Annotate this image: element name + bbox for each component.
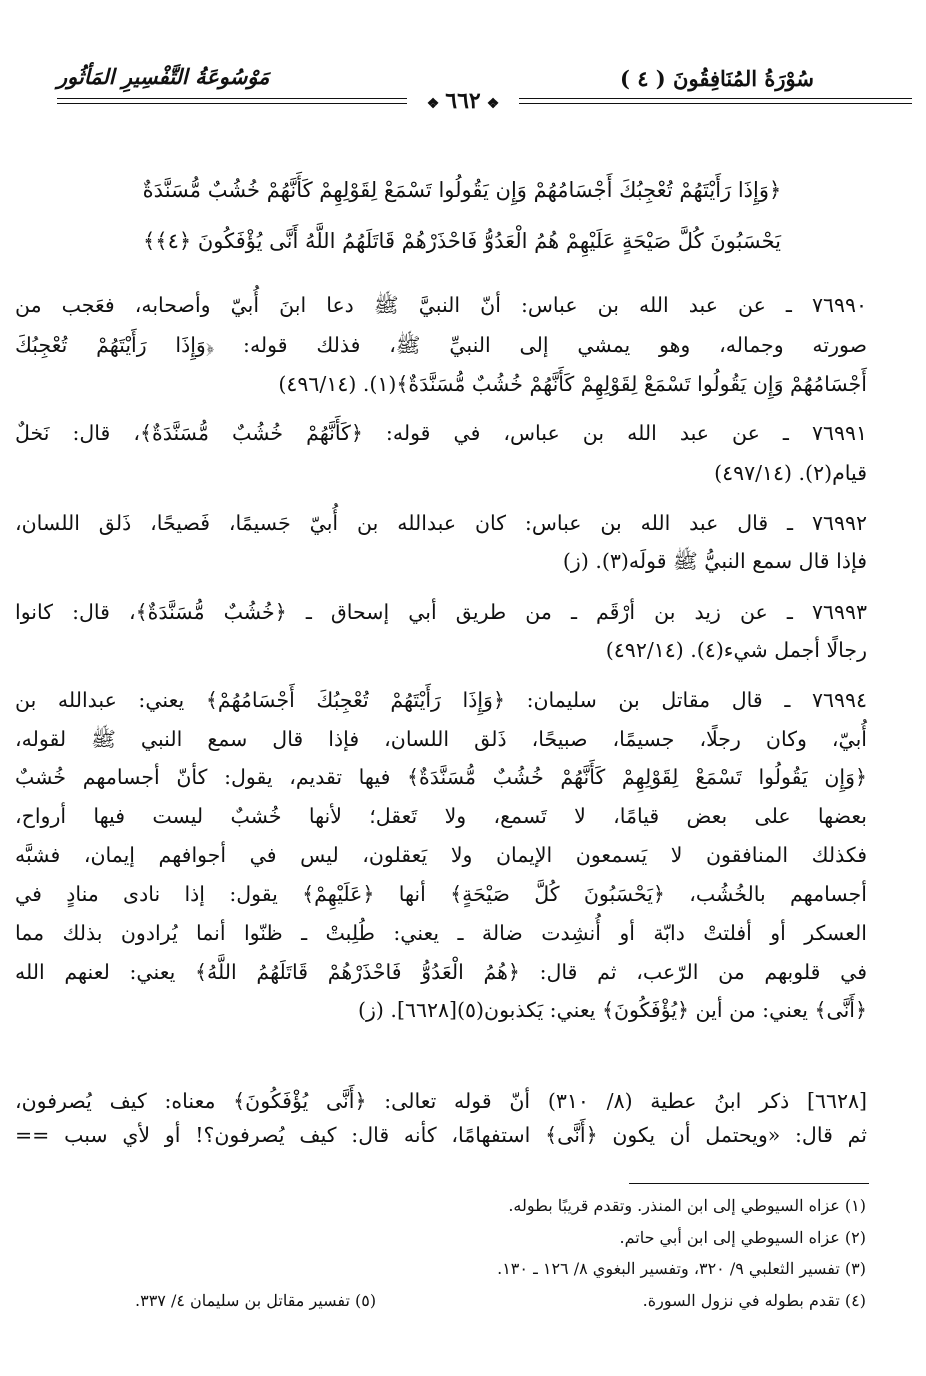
verse-line-2: يَحْسَبُونَ كُلَّ صَيْحَةٍ عَلَيْهِمْ هُمُ الْعَدُوُّ فَاحْذَرْهُمْ قَاتَلَهُمُ اللَّهُ أَنَّى يُؤْفَكُونَ ﴿٤﴾﴾ [142,229,782,253]
footnote-3: (٣) تفسير الثعلبي ٩/ ٣٢٠، وتفسير البغوي ٨/ ١٢٦ ـ ١٣٠. [497,1259,866,1278]
body-line: بعضها على بعض قيامًا، لا تَسمع، ولا تَعقل؛ لأنها خُشبٌ ليست فيها أرواح، [15,804,867,828]
body-line: رجالًا أجمل شيء(٤). (٤٩٢/١٤) [605,638,867,662]
body-line: ٧٦٩٩٢ ـ قال عبد الله بن عباس: كان عبدالله بن أُبيّ جَسيمًا، فَصيحًا، ذَلق اللسان، [15,511,867,535]
body-line: فإذا قال سمع النبيُّ ﷺ قولَه(٣). (ز) [562,549,867,573]
note-line-2: ثم قال: «ويحتمل أن يكون ﴿أَنَّى﴾ استفهامًا، كأنه قال: كيف يُصرفون؟! أو لأي سبب == [15,1123,867,1147]
footnote-2: (٢) عزاه السيوطي إلى ابن أبي حاتم. [619,1228,866,1247]
body-line: قيام(٢). (٤٩٧/١٤) [714,461,867,485]
footnote-1: (١) عزاه السيوطي إلى ابن المنذر. وتقدم قريبًا بطوله. [508,1196,866,1215]
surah-header: سُوْرَةُ المُنَافِقُونَ ( ٤ ) [619,66,814,91]
body-line: ٧٦٩٩٣ ـ عن زيد بن أرْقَم ـ من طريق أبي إسحاق ـ ﴿خُشُبٌ مُّسَنَّدَةٌ﴾، قال: كانوا [15,600,867,624]
body-line: أَجْسَامُهُمْ وَإِن يَقُولُوا تَسْمَعْ لِقَوْلِهِمْ كَأَنَّهُمْ خُشُبٌ مُّسَنَّدَةٌ﴾(١). (٤٩٦/١٤) [278,372,867,396]
footnote-5: (٥) تفسير مقاتل بن سليمان ٤/ ٣٣٧. [135,1291,377,1310]
page-number: ٦٦٢ [445,88,481,114]
body-line: فكذلك المنافقون لا يَسمعون الإيمان ولا يَعقلون، ليس في أجوافهم إيمان، فشبَّه [15,843,867,867]
body-line: صورته وجماله، وهو يمشي إلى النبيِّ ﷺ، فذلك قوله: ﴿وَإِذَا رَأَيْتَهُمْ تُعْجِبُكَ [15,333,867,357]
ornament-icon: ❖ [486,96,500,112]
body-line: أجسامهم بالخُشُب، ﴿يَحْسَبُونَ كُلَّ صَيْحَةٍ﴾ أنها ﴿عَلَيْهِمْ﴾ يقول: إذا نادى منادٍ في [15,882,867,906]
body-line: ﴿وَإِن يَقُولُوا تَسْمَعْ لِقَوْلِهِمْ كَأَنَّهُمْ خُشُبٌ مُّسَنَّدَةٌ﴾ فيها تقديم، يقول: كأنّ أجسامهم خُشبٌ [15,765,867,789]
book-title-header: مَوْسُوعَةُ التَّفْسِيرِ المَأثُور [57,64,270,89]
body-line: في قلوبهم من الرّعب، ثم قال: ﴿هُمُ الْعَدُوُّ فَاحْذَرْهُمْ قَاتَلَهُمُ اللَّهُ﴾ يعني: لعنهم الله [15,960,867,984]
body-line: أُبيّ، وكان رجلًا، جسيمًا، صبيحًا، ذَلق اللسان، فإذا قال سمع النبي ﷺ لقوله، [15,727,867,751]
footnote-separator [629,1183,869,1184]
page-number-box [407,88,520,114]
ornament-icon: ❖ [426,96,440,112]
note-line-1: [٦٦٢٨] ذكر ابنُ عطية (٨/ ٣١٠) أنّ قوله تعالى: ﴿أَنَّى يُؤْفَكُونَ﴾ معناه: كيف يُصرفون، [15,1089,867,1113]
body-line: ٧٦٩٩١ ـ عن عبد الله بن عباس، في قوله: ﴿كَأَنَّهُمْ خُشُبٌ مُّسَنَّدَةٌ﴾، قال: نَخلٌ [15,421,867,445]
body-line: ﴿أَنَّى﴾ يعني: من أين ﴿يُؤْفَكُونَ﴾ يعني: يَكذبون(٥)[٦٦٢٨]. (ز) [358,998,867,1022]
body-line: ٧٦٩٩٠ ـ عن عبد الله بن عباس: أنّ النبيَّ ﷺ دعا ابنَ أُبيّ وأصحابه، فعَجب من [15,293,867,317]
footnote-4: (٤) تقدم بطوله في نزول السورة. [642,1291,866,1310]
page-number-wrap [0,88,926,114]
body-line: العسكر أو أفلتتْ دابّة أو أُنشِدت ضالة ـ يعني: طُلِبتْ ـ ظنّوا أنما يُرادون بذلك مما [15,921,867,945]
body-line: ٧٦٩٩٤ ـ قال مقاتل بن سليمان: ﴿وَإِذَا رَأَيْتَهُمْ تُعْجِبُكَ أَجْسَامُهُمْ﴾ يعني: عبدالله بن [15,688,867,712]
verse-line-1: ﴿وَإِذَا رَأَيْتَهُمْ تُعْجِبُكَ أَجْسَامُهُمْ وَإِن يَقُولُوا تَسْمَعْ لِقَوْلِهِمْ كَأَنَّهُمْ خُشُبٌ مُّسَنَّدَةٌ [142,178,782,202]
